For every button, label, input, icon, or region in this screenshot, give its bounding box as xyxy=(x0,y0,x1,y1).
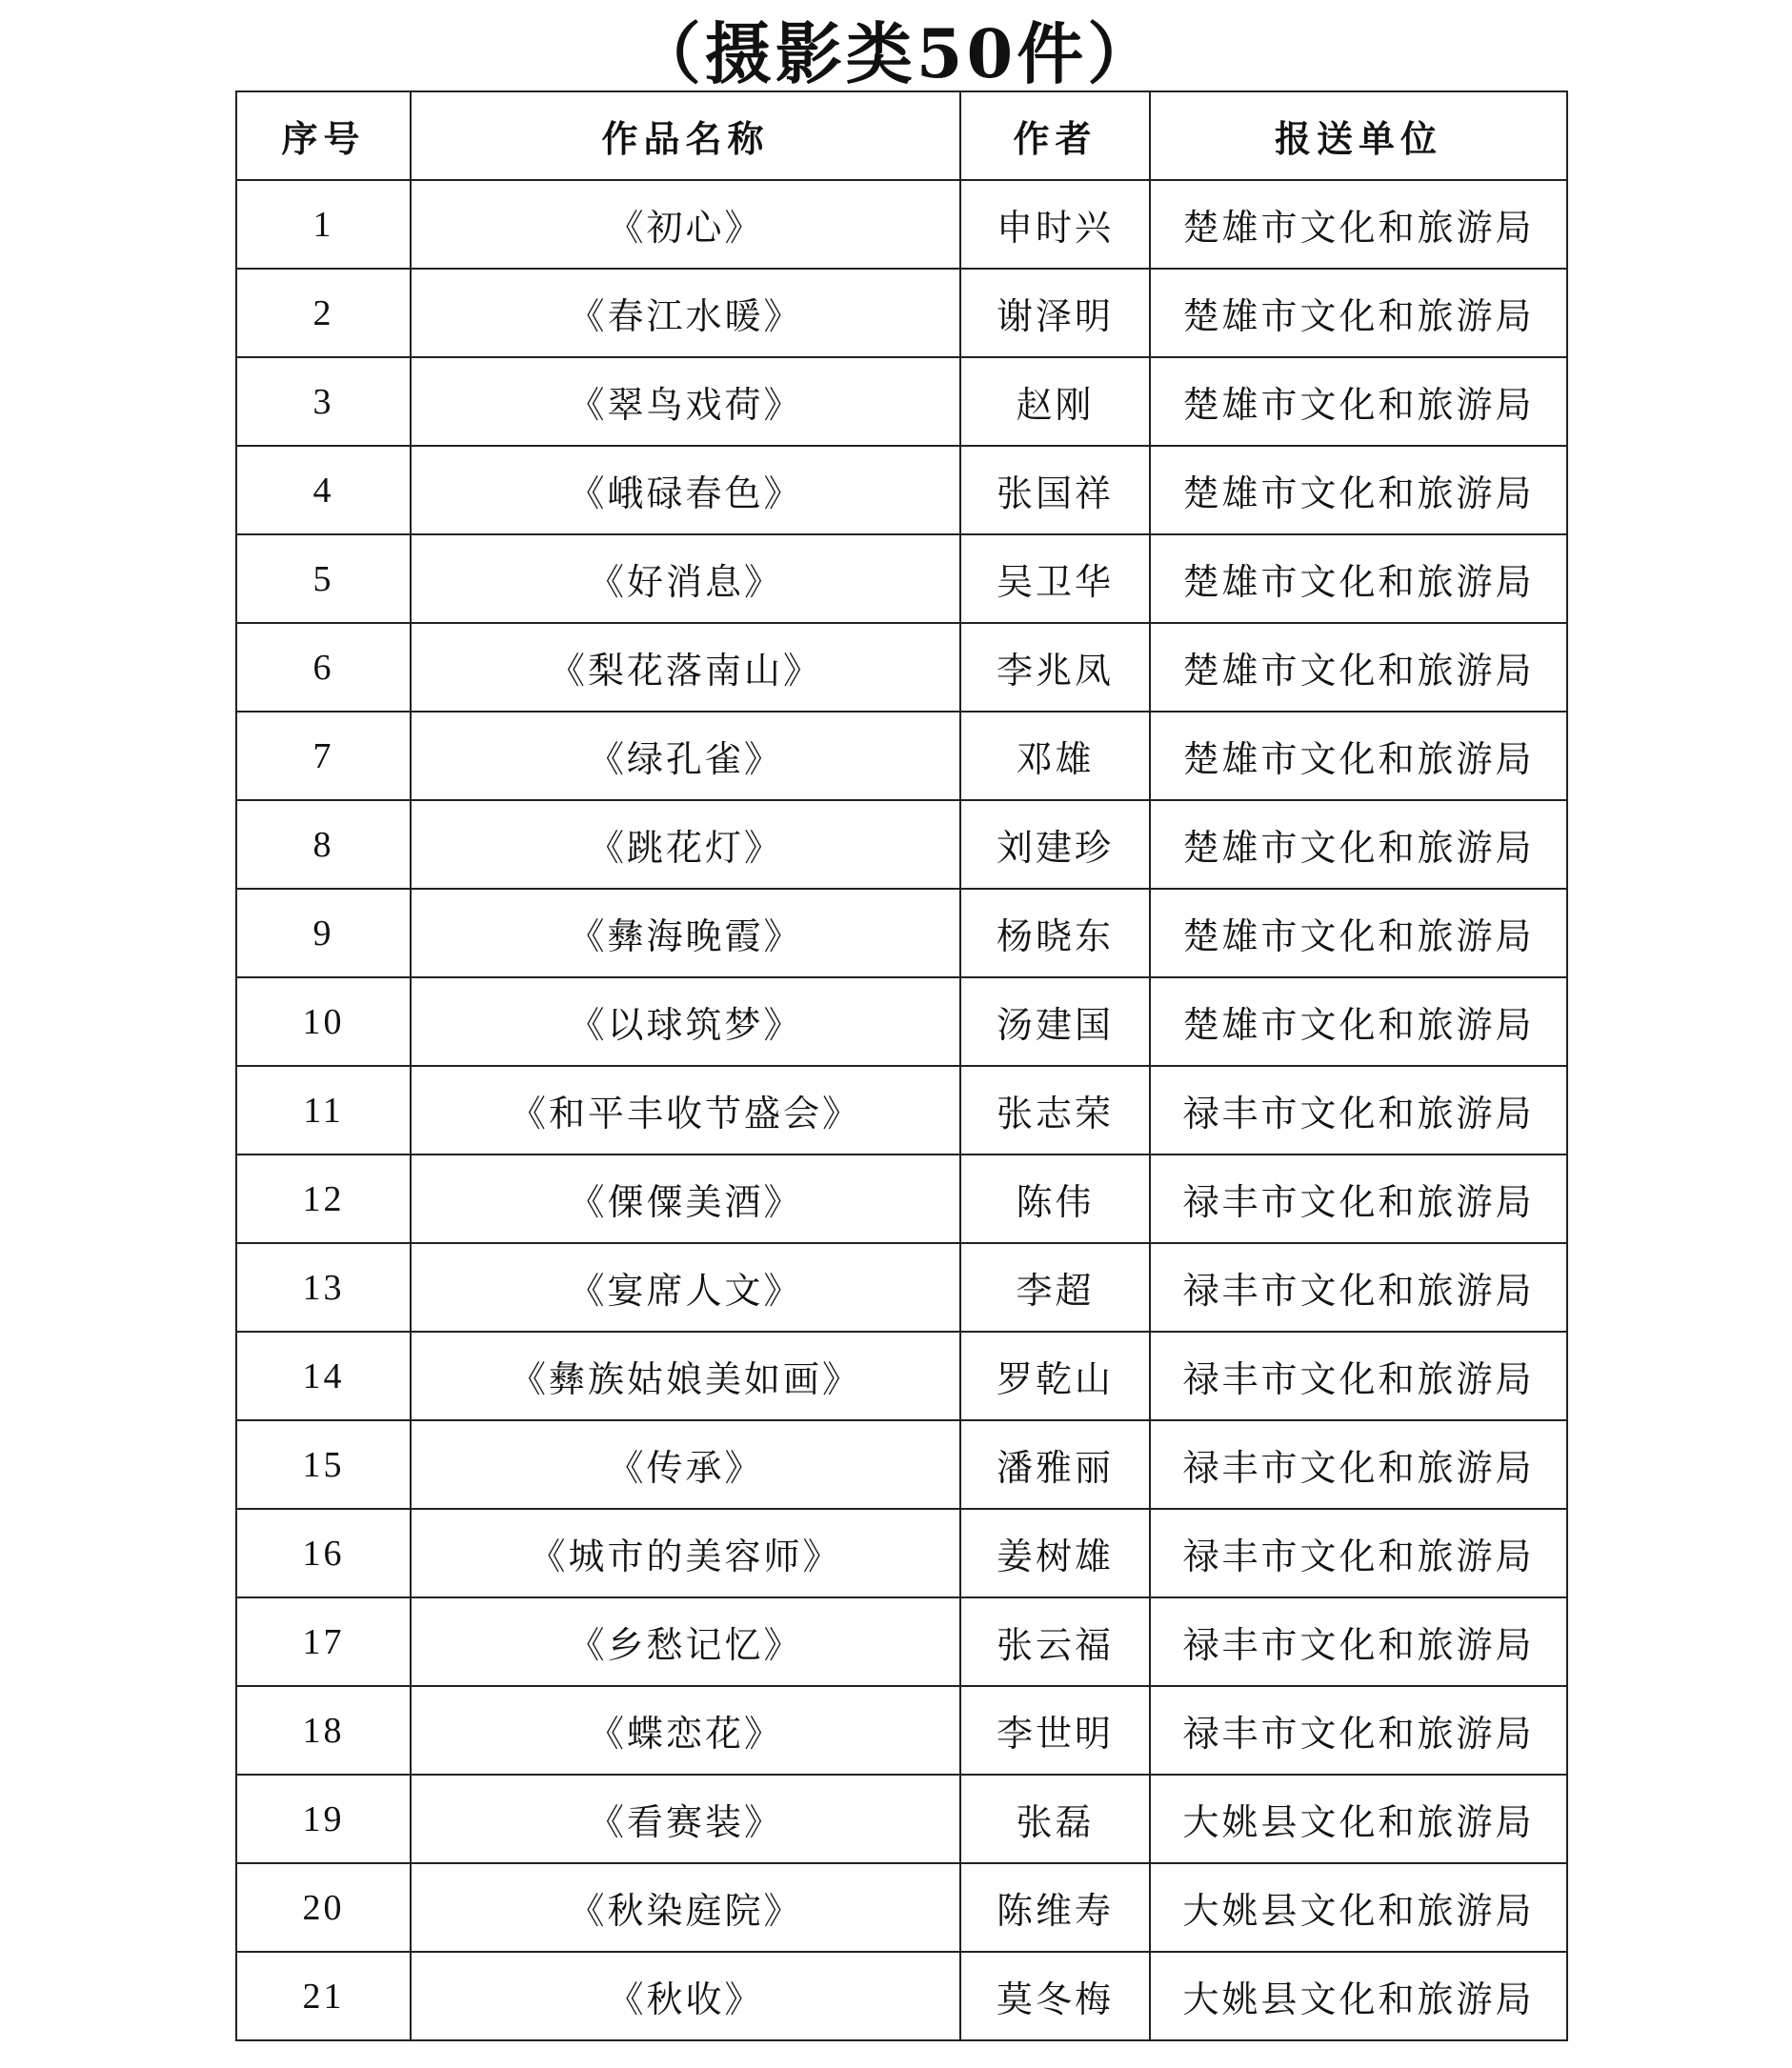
cell-unit: 楚雄市文化和旅游局 xyxy=(1150,889,1567,977)
table-row xyxy=(236,1952,1567,2040)
cell-unit: 禄丰市文化和旅游局 xyxy=(1150,1066,1567,1154)
cell-author: 汤建国 xyxy=(960,977,1150,1066)
cell-no: 14 xyxy=(236,1332,411,1420)
table-row xyxy=(236,1243,1567,1332)
header-no: 序号 xyxy=(236,91,411,180)
table-row xyxy=(236,1775,1567,1863)
cell-work-title: 《彝族姑娘美如画》 xyxy=(411,1332,960,1420)
cell-work-title: 《好消息》 xyxy=(411,534,960,623)
cell-author: 申时兴 xyxy=(960,180,1150,269)
cell-no: 1 xyxy=(236,180,411,269)
cell-unit: 楚雄市文化和旅游局 xyxy=(1150,269,1567,357)
cell-unit: 禄丰市文化和旅游局 xyxy=(1150,1154,1567,1243)
cell-no: 3 xyxy=(236,357,411,446)
cell-no: 6 xyxy=(236,623,411,712)
table-row xyxy=(236,1863,1567,1952)
cell-unit: 楚雄市文化和旅游局 xyxy=(1150,712,1567,800)
header-work: 作品名称 xyxy=(411,91,960,180)
cell-work-title: 《绿孔雀》 xyxy=(411,712,960,800)
cell-work-title: 《宴席人文》 xyxy=(411,1243,960,1332)
cell-unit: 禄丰市文化和旅游局 xyxy=(1150,1686,1567,1775)
cell-work-title: 《传承》 xyxy=(411,1420,960,1509)
table-row xyxy=(236,1154,1567,1243)
table-row xyxy=(236,446,1567,534)
cell-work-title: 《傈僳美酒》 xyxy=(411,1154,960,1243)
cell-work-title: 《秋收》 xyxy=(411,1952,960,2040)
cell-no: 2 xyxy=(236,269,411,357)
cell-work-title: 《秋染庭院》 xyxy=(411,1863,960,1952)
cell-work-title: 《乡愁记忆》 xyxy=(411,1597,960,1686)
cell-work-title: 《彝海晚霞》 xyxy=(411,889,960,977)
cell-unit: 禄丰市文化和旅游局 xyxy=(1150,1597,1567,1686)
table-row xyxy=(236,712,1567,800)
cell-author: 赵刚 xyxy=(960,357,1150,446)
table-header-row xyxy=(236,91,1567,180)
cell-unit: 楚雄市文化和旅游局 xyxy=(1150,800,1567,889)
cell-unit: 禄丰市文化和旅游局 xyxy=(1150,1509,1567,1597)
table-row xyxy=(236,534,1567,623)
cell-unit: 大姚县文化和旅游局 xyxy=(1150,1775,1567,1863)
cell-author: 李兆凤 xyxy=(960,623,1150,712)
cell-work-title: 《梨花落南山》 xyxy=(411,623,960,712)
cell-author: 陈伟 xyxy=(960,1154,1150,1243)
cell-author: 张磊 xyxy=(960,1775,1150,1863)
table-row xyxy=(236,1420,1567,1509)
cell-work-title: 《跳花灯》 xyxy=(411,800,960,889)
header-author: 作者 xyxy=(960,91,1150,180)
cell-author: 罗乾山 xyxy=(960,1332,1150,1420)
cell-no: 4 xyxy=(236,446,411,534)
cell-no: 18 xyxy=(236,1686,411,1775)
works-table xyxy=(235,90,1568,2041)
header-unit: 报送单位 xyxy=(1150,91,1567,180)
cell-work-title: 《和平丰收节盛会》 xyxy=(411,1066,960,1154)
table-row xyxy=(236,1686,1567,1775)
table-row xyxy=(236,1597,1567,1686)
table-row xyxy=(236,1066,1567,1154)
cell-work-title: 《城市的美容师》 xyxy=(411,1509,960,1597)
cell-no: 7 xyxy=(236,712,411,800)
cell-unit: 楚雄市文化和旅游局 xyxy=(1150,357,1567,446)
cell-author: 吴卫华 xyxy=(960,534,1150,623)
table-row xyxy=(236,1509,1567,1597)
cell-unit: 楚雄市文化和旅游局 xyxy=(1150,977,1567,1066)
cell-author: 潘雅丽 xyxy=(960,1420,1150,1509)
table-row xyxy=(236,623,1567,712)
cell-unit: 大姚县文化和旅游局 xyxy=(1150,1952,1567,2040)
cell-no: 17 xyxy=(236,1597,411,1686)
cell-work-title: 《峨碌春色》 xyxy=(411,446,960,534)
cell-no: 8 xyxy=(236,800,411,889)
table-row xyxy=(236,357,1567,446)
table-row xyxy=(236,800,1567,889)
cell-work-title: 《翠鸟戏荷》 xyxy=(411,357,960,446)
table-row xyxy=(236,269,1567,357)
cell-no: 20 xyxy=(236,1863,411,1952)
cell-no: 19 xyxy=(236,1775,411,1863)
table-row xyxy=(236,180,1567,269)
cell-unit: 大姚县文化和旅游局 xyxy=(1150,1863,1567,1952)
cell-unit: 禄丰市文化和旅游局 xyxy=(1150,1332,1567,1420)
cell-no: 21 xyxy=(236,1952,411,2040)
cell-work-title: 《蝶恋花》 xyxy=(411,1686,960,1775)
cell-no: 9 xyxy=(236,889,411,977)
cell-no: 13 xyxy=(236,1243,411,1332)
cell-author: 姜树雄 xyxy=(960,1509,1150,1597)
cell-author: 陈维寿 xyxy=(960,1863,1150,1952)
cell-author: 李世明 xyxy=(960,1686,1150,1775)
table-body xyxy=(236,180,1567,2040)
table-row xyxy=(236,977,1567,1066)
cell-unit: 楚雄市文化和旅游局 xyxy=(1150,623,1567,712)
cell-work-title: 《以球筑梦》 xyxy=(411,977,960,1066)
cell-author: 刘建珍 xyxy=(960,800,1150,889)
cell-author: 邓雄 xyxy=(960,712,1150,800)
cell-no: 11 xyxy=(236,1066,411,1154)
cell-author: 谢泽明 xyxy=(960,269,1150,357)
page-title: （摄影类50件） xyxy=(634,14,1158,93)
cell-no: 5 xyxy=(236,534,411,623)
cell-no: 10 xyxy=(236,977,411,1066)
cell-no: 15 xyxy=(236,1420,411,1509)
cell-unit: 禄丰市文化和旅游局 xyxy=(1150,1420,1567,1509)
cell-author: 张云福 xyxy=(960,1597,1150,1686)
cell-work-title: 《春江水暖》 xyxy=(411,269,960,357)
cell-unit: 禄丰市文化和旅游局 xyxy=(1150,1243,1567,1332)
cell-unit: 楚雄市文化和旅游局 xyxy=(1150,180,1567,269)
cell-author: 张志荣 xyxy=(960,1066,1150,1154)
cell-unit: 楚雄市文化和旅游局 xyxy=(1150,446,1567,534)
cell-no: 12 xyxy=(236,1154,411,1243)
cell-author: 张国祥 xyxy=(960,446,1150,534)
cell-author: 杨晓东 xyxy=(960,889,1150,977)
table-row xyxy=(236,1332,1567,1420)
cell-author: 莫冬梅 xyxy=(960,1952,1150,2040)
cell-no: 16 xyxy=(236,1509,411,1597)
cell-work-title: 《初心》 xyxy=(411,180,960,269)
cell-unit: 楚雄市文化和旅游局 xyxy=(1150,534,1567,623)
cell-author: 李超 xyxy=(960,1243,1150,1332)
table-row xyxy=(236,889,1567,977)
cell-work-title: 《看赛装》 xyxy=(411,1775,960,1863)
